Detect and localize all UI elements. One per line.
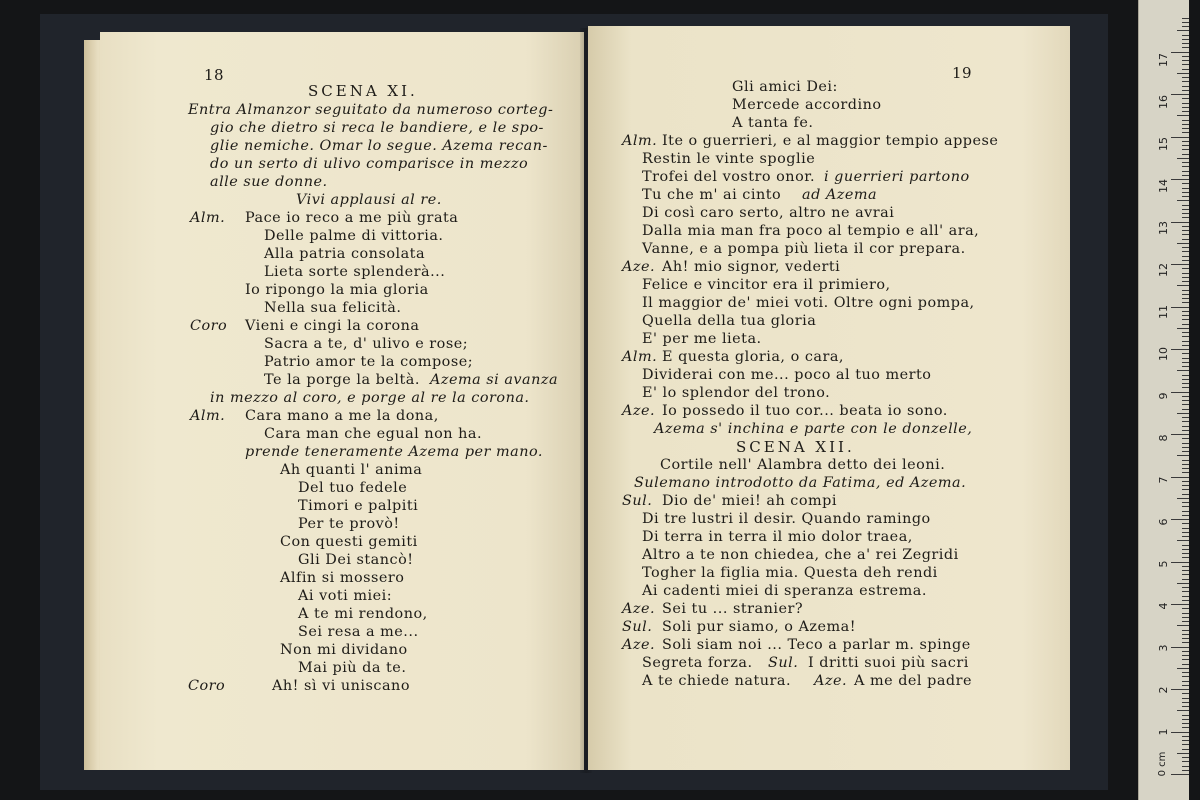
ruler-tick (1182, 98, 1189, 99)
stage-direction: Sulemano introdotto da Fatima, ed Azema. (634, 475, 967, 491)
speaker-label: Alm. (622, 133, 658, 149)
verse-line: Per te provò! (298, 516, 400, 532)
ruler-tick (1177, 625, 1189, 626)
ruler-tick (1177, 583, 1189, 584)
ruler-tick (1182, 260, 1189, 261)
ruler-tick (1182, 502, 1189, 503)
speaker-label: Coro (188, 678, 226, 694)
verse-line: Ai voti miei: (298, 588, 393, 604)
ruler-tick (1182, 460, 1189, 461)
speaker-label: Aze. (622, 259, 656, 275)
ruler-tick (1182, 366, 1189, 367)
ruler-tick (1182, 417, 1189, 418)
ruler-label: 7 (1157, 476, 1170, 484)
verse-line: Vanne, e a pompa più lieta il cor prepara. (642, 241, 966, 257)
ruler-tick (1171, 52, 1189, 53)
stage-direction: ad Azema (802, 187, 878, 203)
ruler-tick (1182, 132, 1189, 133)
verse-line: Mercede accordino (732, 97, 882, 113)
ruler-tick (1171, 732, 1189, 733)
verse-line: Del tuo fedele (298, 480, 408, 496)
ruler-label: 1 (1157, 728, 1170, 736)
ruler-tick (1182, 77, 1189, 78)
ruler-tick (1182, 273, 1189, 274)
stage-direction: Entra Almanzor seguitato da numeroso corteg- (188, 102, 554, 118)
ruler-tick (1182, 553, 1189, 554)
speaker-label: Sul. (622, 493, 653, 509)
ruler-tick (1182, 621, 1189, 622)
ruler-tick (1182, 489, 1189, 490)
ruler-tick (1171, 647, 1189, 648)
verse-line: Cara man che egual non ha. (264, 426, 483, 442)
ruler-tick (1177, 158, 1189, 159)
ruler-tick (1182, 651, 1189, 652)
ruler-tick (1182, 757, 1189, 758)
speaker-label: Aze. (622, 637, 656, 653)
ruler-tick (1182, 485, 1189, 486)
page-number: 18 (204, 66, 225, 84)
ruler-label: 4 (1157, 602, 1170, 610)
ruler-tick (1177, 498, 1189, 499)
ruler-tick (1177, 285, 1189, 286)
ruler-tick (1182, 536, 1189, 537)
ruler-tick (1182, 681, 1189, 682)
verse-line: Di terra in terra il mio dolor traea, (642, 529, 913, 545)
ruler-tick (1182, 64, 1189, 65)
stage-direction: prende teneramente Azema per mano. (245, 444, 543, 460)
verse-line: Sei resa a me... (298, 624, 419, 640)
ruler-tick (1182, 579, 1189, 580)
ruler-tick (1177, 115, 1189, 116)
ruler-tick (1182, 545, 1189, 546)
verse-line: Pace io reco a me più grata (245, 210, 459, 226)
ruler-tick (1171, 477, 1189, 478)
ruler-tick (1182, 213, 1189, 214)
ruler-tick (1177, 753, 1189, 754)
ruler-tick (1182, 294, 1189, 295)
ruler-tick (1182, 196, 1189, 197)
verse-line: Te la porge la beltà. (264, 372, 420, 388)
ruler-tick (1171, 264, 1189, 265)
stage-direction: i guerrieri partono (824, 169, 970, 185)
ruler-tick (1182, 383, 1189, 384)
ruler-tick (1182, 702, 1189, 703)
ruler-tick (1182, 587, 1189, 588)
ruler-tick (1182, 464, 1189, 465)
ruler-tick (1171, 689, 1189, 690)
ruler-label: 15 (1157, 137, 1170, 151)
ruler-tick (1182, 532, 1189, 533)
verse-line: A me del padre (854, 673, 973, 689)
ruler-tick (1171, 562, 1189, 563)
ruler-label: 8 (1157, 434, 1170, 442)
ruler-tick (1177, 455, 1189, 456)
ruler-label: 10 (1157, 347, 1170, 361)
ruler-tick (1182, 56, 1189, 57)
ruler-tick (1182, 600, 1189, 601)
verse-line: Timori e palpiti (298, 498, 419, 514)
ruler-tick (1182, 749, 1189, 750)
verse-line: Di tre lustri il desir. Quando ramingo (642, 511, 931, 527)
ruler-tick (1177, 710, 1189, 711)
ruler-tick (1182, 727, 1189, 728)
verse-line: Restin le vinte spoglie (642, 151, 816, 167)
ruler-tick (1177, 328, 1189, 329)
ruler-tick (1182, 192, 1189, 193)
ruler-tick (1182, 209, 1189, 210)
ruler-tick (1182, 43, 1189, 44)
stage-direction: alle sue donne. (210, 174, 328, 190)
ruler-tick (1182, 676, 1189, 677)
ruler-tick (1182, 736, 1189, 737)
verse-line: Io ripongo la mia gloria (245, 282, 429, 298)
verse-line: Con questi gemiti (280, 534, 418, 550)
ruler-label: 14 (1157, 179, 1170, 193)
ruler-tick (1182, 205, 1189, 206)
stage-direction: do un serto di ulivo comparisce in mezzo (210, 156, 529, 172)
ruler-tick (1182, 60, 1189, 61)
ruler-tick (1182, 638, 1189, 639)
ruler-tick (1182, 387, 1189, 388)
ruler-tick (1182, 18, 1189, 19)
speaker-label: Alm. (190, 408, 226, 424)
ruler-tick (1171, 307, 1189, 308)
ruler-label: 0 cm (1157, 751, 1168, 777)
ruler-tick (1182, 332, 1189, 333)
verse-line: E' lo splendor del trono. (642, 385, 831, 401)
verse-line: A tanta fe. (732, 115, 814, 131)
ruler-tick (1182, 353, 1189, 354)
ruler-tick (1182, 230, 1189, 231)
verse-line: Alfin si mossero (280, 570, 405, 586)
measuring-ruler (1138, 0, 1189, 800)
verse-line: Segreta forza. (642, 655, 753, 671)
ruler-tick (1177, 668, 1189, 669)
stage-direction: glie nemiche. Omar lo segue. Azema recan- (210, 138, 548, 154)
ruler-tick (1182, 655, 1189, 656)
speaker-label: Aze. (814, 673, 848, 689)
ruler-tick (1171, 392, 1189, 393)
ruler-tick (1171, 222, 1189, 223)
ruler-tick (1182, 766, 1189, 767)
ruler-tick (1182, 430, 1189, 431)
ruler-tick (1171, 774, 1189, 775)
ruler-tick (1182, 268, 1189, 269)
verse-line: Soli siam noi ... Teco a parlar m. spinge (662, 637, 971, 653)
ruler-tick (1182, 570, 1189, 571)
verse-line: Alla patria consolata (264, 246, 426, 262)
ruler-tick (1182, 183, 1189, 184)
verse-line: Ite o guerrieri, e al maggior tempio appese (662, 133, 999, 149)
ruler-tick (1182, 468, 1189, 469)
stage-direction: Azema si avanza (430, 372, 559, 388)
ruler-tick (1182, 698, 1189, 699)
ruler-tick (1182, 341, 1189, 342)
verse-line: A te mi rendono, (298, 606, 428, 622)
ruler-tick (1182, 617, 1189, 618)
verse-line: E' per me lieta. (642, 331, 762, 347)
ruler-tick (1182, 234, 1189, 235)
ruler-tick (1171, 434, 1189, 435)
ruler-tick (1182, 251, 1189, 252)
ruler-label: 6 (1157, 518, 1170, 526)
verse-line: Dalla mia man fra poco al tempio e all' ara, (642, 223, 980, 239)
speaker-label: Alm. (190, 210, 226, 226)
verse-line: Non mi dividano (280, 642, 408, 658)
ruler-tick (1182, 770, 1189, 771)
ruler-tick (1182, 86, 1189, 87)
ruler-tick (1182, 345, 1189, 346)
verse-line: Altro a te non chiedea, che a' rei Zegridi (642, 547, 959, 563)
ruler-tick (1177, 413, 1189, 414)
ruler-label: 12 (1157, 263, 1170, 277)
ruler-tick (1182, 515, 1189, 516)
ruler-tick (1182, 319, 1189, 320)
ruler-tick (1182, 315, 1189, 316)
verse-line: Quella della tua gloria (642, 313, 817, 329)
ruler-tick (1182, 396, 1189, 397)
ruler-tick (1182, 409, 1189, 410)
ruler-tick (1182, 107, 1189, 108)
ruler-tick (1182, 630, 1189, 631)
ruler-tick (1182, 111, 1189, 112)
ruler-tick (1182, 298, 1189, 299)
ruler-tick (1177, 243, 1189, 244)
ruler-tick (1182, 162, 1189, 163)
ruler-tick (1182, 35, 1189, 36)
ruler-tick (1182, 447, 1189, 448)
ruler-tick (1182, 634, 1189, 635)
scene-heading: SCENA XI. (308, 82, 418, 100)
verse-line: Ah! mio signor, vederti (662, 259, 841, 275)
ruler-tick (1182, 642, 1189, 643)
ruler-tick (1177, 73, 1189, 74)
ruler-tick (1182, 336, 1189, 337)
ruler-tick (1182, 81, 1189, 82)
verse-line: Soli pur siamo, o Azema! (662, 619, 856, 635)
ruler-tick (1182, 217, 1189, 218)
ruler-tick (1182, 90, 1189, 91)
verse-line: Di così caro serto, altro ne avrai (642, 205, 895, 221)
ruler-tick (1182, 69, 1189, 70)
ruler-tick (1177, 540, 1189, 541)
ruler-tick (1182, 715, 1189, 716)
verse-line: A te chiede natura. (642, 673, 792, 689)
ruler-tick (1182, 379, 1189, 380)
ruler-tick (1182, 175, 1189, 176)
ruler-tick (1182, 149, 1189, 150)
ruler-tick (1182, 693, 1189, 694)
ruler-tick (1171, 137, 1189, 138)
stage-direction: gio che dietro si reca le bandiere, e le spo- (210, 120, 544, 136)
ruler-tick (1182, 290, 1189, 291)
ruler-tick (1182, 664, 1189, 665)
stage-direction: Azema s' inchina e parte con le donzelle, (654, 421, 973, 437)
ruler-tick (1182, 39, 1189, 40)
ruler-tick (1182, 226, 1189, 227)
verse-line: I dritti suoi più sacri (808, 655, 969, 671)
ruler-tick (1177, 30, 1189, 31)
ruler-tick (1182, 171, 1189, 172)
scene-setting: Cortile nell' Alambra detto dei leoni. (660, 457, 946, 473)
ruler-tick (1182, 511, 1189, 512)
ruler-tick (1182, 375, 1189, 376)
ruler-tick (1177, 370, 1189, 371)
verse-line: Il maggior de' miei voti. Oltre ogni pompa, (642, 295, 975, 311)
ruler-label: 16 (1157, 95, 1170, 109)
ruler-tick (1182, 672, 1189, 673)
ruler-label: 13 (1157, 221, 1170, 235)
ruler-tick (1182, 596, 1189, 597)
verse-line: Sacra a te, d' ulivo e rose; (264, 336, 469, 352)
ruler-label: 5 (1157, 560, 1170, 568)
verse-line: Gli Dei stancò! (298, 552, 414, 568)
ruler-tick (1182, 591, 1189, 592)
verse-line: Dio de' miei! ah compi (662, 493, 837, 509)
ruler-tick (1182, 47, 1189, 48)
ruler-tick (1182, 103, 1189, 104)
ruler-label: 2 (1157, 686, 1170, 694)
stage-direction: Vivi applausi al re. (296, 192, 442, 208)
verse-line: Gli amici Dei: (732, 79, 838, 95)
verse-line: Ah quanti l' anima (280, 462, 423, 478)
ruler-tick (1182, 608, 1189, 609)
verse-line: Sei tu ... stranier? (662, 601, 804, 617)
ruler-tick (1182, 443, 1189, 444)
ruler-tick (1171, 519, 1189, 520)
ruler-tick (1182, 494, 1189, 495)
ruler-tick (1171, 349, 1189, 350)
ruler-tick (1182, 324, 1189, 325)
ruler-tick (1182, 120, 1189, 121)
ruler-tick (1171, 94, 1189, 95)
ruler-tick (1182, 723, 1189, 724)
ruler-tick (1182, 549, 1189, 550)
verse-line: Felice e vincitor era il primiero, (642, 277, 891, 293)
ruler-tick (1182, 404, 1189, 405)
ruler-tick (1182, 302, 1189, 303)
ruler-tick (1182, 256, 1189, 257)
verse-line: Lieta sorte splenderà... (264, 264, 446, 280)
verse-line: Io possedo il tuo cor... beata io sono. (662, 403, 948, 419)
ruler-tick (1182, 438, 1189, 439)
right-page (588, 26, 1070, 770)
ruler-tick (1182, 281, 1189, 282)
ruler-label: 17 (1157, 53, 1170, 67)
left-page (100, 32, 584, 770)
ruler-tick (1182, 613, 1189, 614)
ruler-tick (1182, 128, 1189, 129)
ruler-tick (1171, 604, 1189, 605)
ruler-tick (1182, 472, 1189, 473)
ruler-tick (1171, 179, 1189, 180)
ruler-tick (1182, 719, 1189, 720)
verse-line: Cara mano a me la dona, (245, 408, 439, 424)
ruler-tick (1182, 744, 1189, 745)
ruler-tick (1182, 659, 1189, 660)
verse-line: Nella sua felicità. (264, 300, 402, 316)
ruler-tick (1182, 706, 1189, 707)
verse-line: Dividerai con me... poco al tuo merto (642, 367, 932, 383)
speaker-label: Alm. (622, 349, 658, 365)
ruler-tick (1182, 124, 1189, 125)
verse-line: E questa gloria, o cara, (662, 349, 844, 365)
page-number: 19 (952, 64, 973, 82)
verse-line: Delle palme di vittoria. (264, 228, 444, 244)
verse-line: Ai cadenti miei di speranza estrema. (642, 583, 927, 599)
speaker-label: Aze. (622, 601, 656, 617)
verse-line: Vieni e cingi la corona (245, 318, 420, 334)
verse-line: Trofei del vostro onor. (642, 169, 816, 185)
verse-line: Patrio amor te la compose; (264, 354, 474, 370)
ruler-tick (1182, 145, 1189, 146)
ruler-tick (1177, 200, 1189, 201)
ruler-tick (1182, 247, 1189, 248)
verse-line: Togher la figlia mia. Questa deh rendi (642, 565, 938, 581)
ruler-tick (1182, 574, 1189, 575)
speaker-label: Sul. (768, 655, 799, 671)
ruler-tick (1182, 566, 1189, 567)
ruler-tick (1182, 528, 1189, 529)
ruler-tick (1182, 481, 1189, 482)
ruler-tick (1182, 761, 1189, 762)
speaker-label: Coro (190, 318, 228, 334)
ruler-tick (1182, 506, 1189, 507)
ruler-tick (1182, 188, 1189, 189)
verse-line: Ah! sì vi uniscano (272, 678, 410, 694)
ruler-tick (1182, 362, 1189, 363)
ruler-tick (1182, 239, 1189, 240)
ruler-tick (1182, 451, 1189, 452)
ruler-label: 9 (1157, 392, 1170, 400)
ruler-tick (1182, 311, 1189, 312)
stage-direction: in mezzo al coro, e porge al re la corona. (210, 390, 530, 406)
verse-line: Mai più da te. (298, 660, 407, 676)
ruler-tick (1182, 22, 1189, 23)
ruler-tick (1182, 358, 1189, 359)
ruler-tick (1182, 26, 1189, 27)
ruler-tick (1182, 426, 1189, 427)
ruler-tick (1182, 740, 1189, 741)
ruler-tick (1182, 685, 1189, 686)
ruler-tick (1182, 523, 1189, 524)
verse-line: Tu che m' ai cinto (642, 187, 782, 203)
scene-heading: SCENA XII. (736, 438, 855, 456)
ruler-tick (1182, 154, 1189, 155)
ruler-label: 11 (1157, 305, 1170, 319)
ruler-tick (1182, 557, 1189, 558)
ruler-tick (1182, 421, 1189, 422)
ruler-tick (1182, 277, 1189, 278)
speaker-label: Aze. (622, 403, 656, 419)
speaker-label: Sul. (622, 619, 653, 635)
ruler-tick (1182, 141, 1189, 142)
ruler-tick (1182, 400, 1189, 401)
ruler-label: 3 (1157, 644, 1170, 652)
ruler-tick (1182, 166, 1189, 167)
